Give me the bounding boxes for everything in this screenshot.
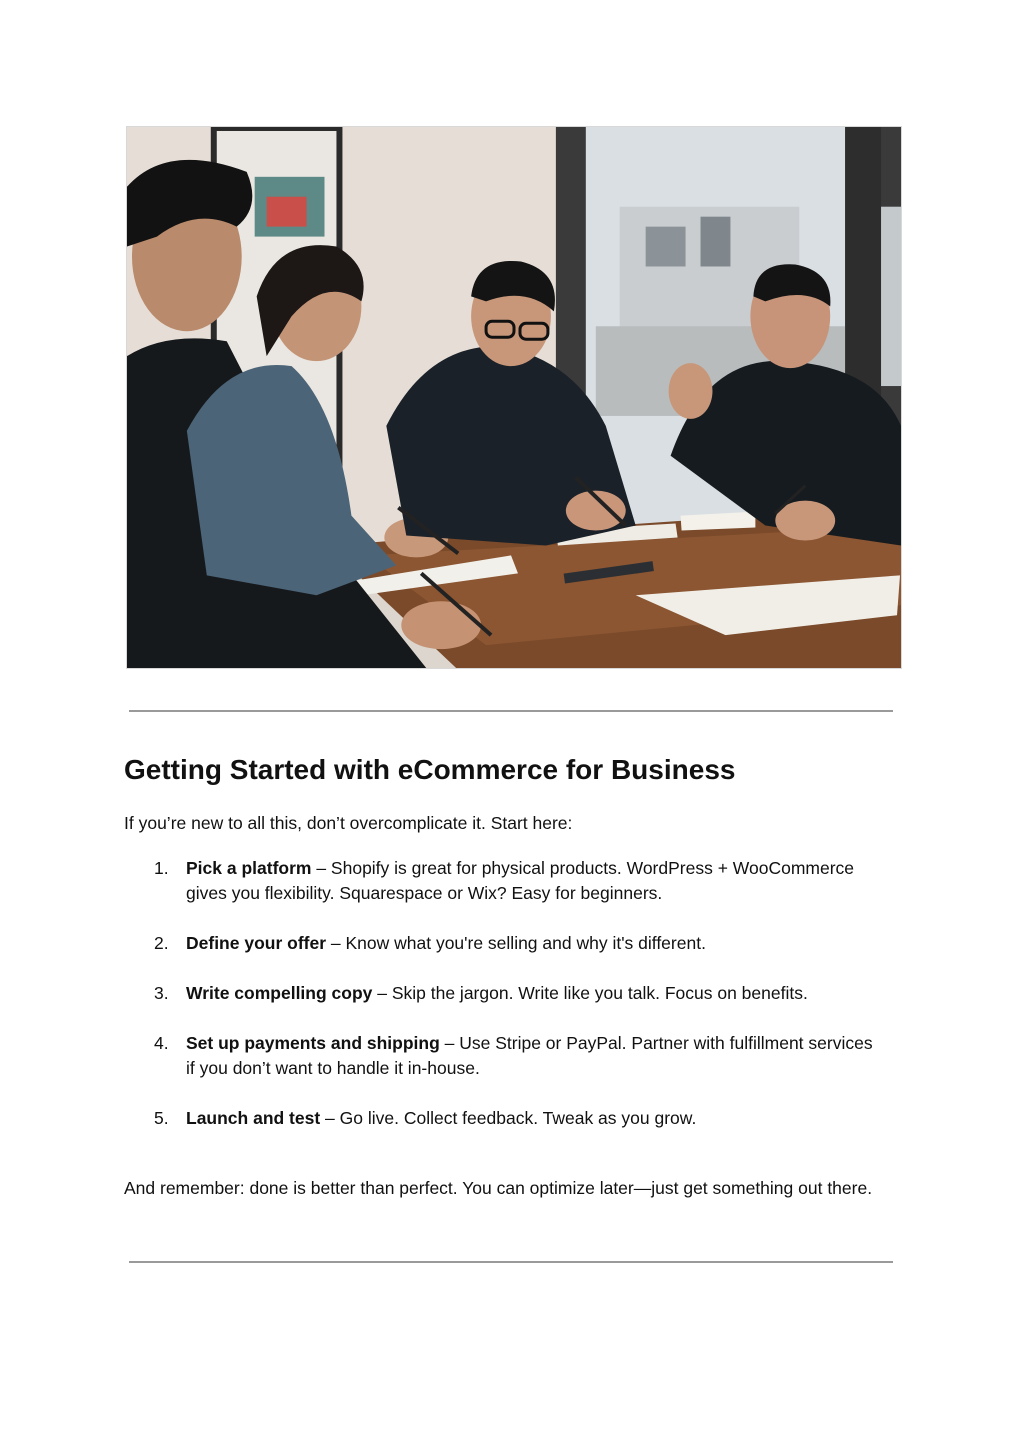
list-item — [124, 1106, 884, 1131]
step-text: – Go live. Collect feedback. Tweak as you grow. — [320, 1108, 697, 1128]
step-number: 2. — [154, 933, 169, 953]
list-item — [124, 931, 884, 956]
step-number: 1. — [154, 858, 169, 878]
step-title: Set up payments and shipping — [186, 1033, 440, 1053]
list-item — [124, 981, 884, 1006]
outro-text: And remember: done is better than perfect. You can optimize later—just get something out there. — [124, 1178, 873, 1198]
step-text: – Know what you're selling and why it's different. — [326, 933, 706, 953]
photo-illustration — [127, 127, 901, 668]
steps-list — [124, 856, 884, 1156]
divider-bottom — [129, 1261, 893, 1263]
team-meeting-photo — [126, 126, 902, 669]
step-text: – Skip the jargon. Write like you talk. Focus on benefits. — [372, 983, 808, 1003]
page-title: Getting Started with eCommerce for Business — [124, 754, 736, 785]
step-title: Define your offer — [186, 933, 327, 953]
step-text: – Use Stripe or PayPal. Partner with fulfillment services if you don’t want to handle it in-house. — [186, 1033, 873, 1078]
step-number: 3. — [154, 983, 169, 1003]
list-item — [124, 856, 884, 906]
step-title: Launch and test — [186, 1108, 321, 1128]
step-number: 4. — [154, 1033, 169, 1053]
step-title: Pick a platform — [186, 858, 312, 878]
step-text: – Shopify is great for physical products. WordPress + WooCommerce gives you flexibility. Squarespace or Wix? Easy for beginners. — [186, 858, 855, 903]
intro-text: If you’re new to all this, don’t overcomplicate it. Start here: — [124, 813, 573, 833]
list-item — [124, 1031, 884, 1081]
divider-top — [129, 710, 893, 712]
step-number: 5. — [154, 1108, 169, 1128]
step-title: Write compelling copy — [186, 983, 373, 1003]
